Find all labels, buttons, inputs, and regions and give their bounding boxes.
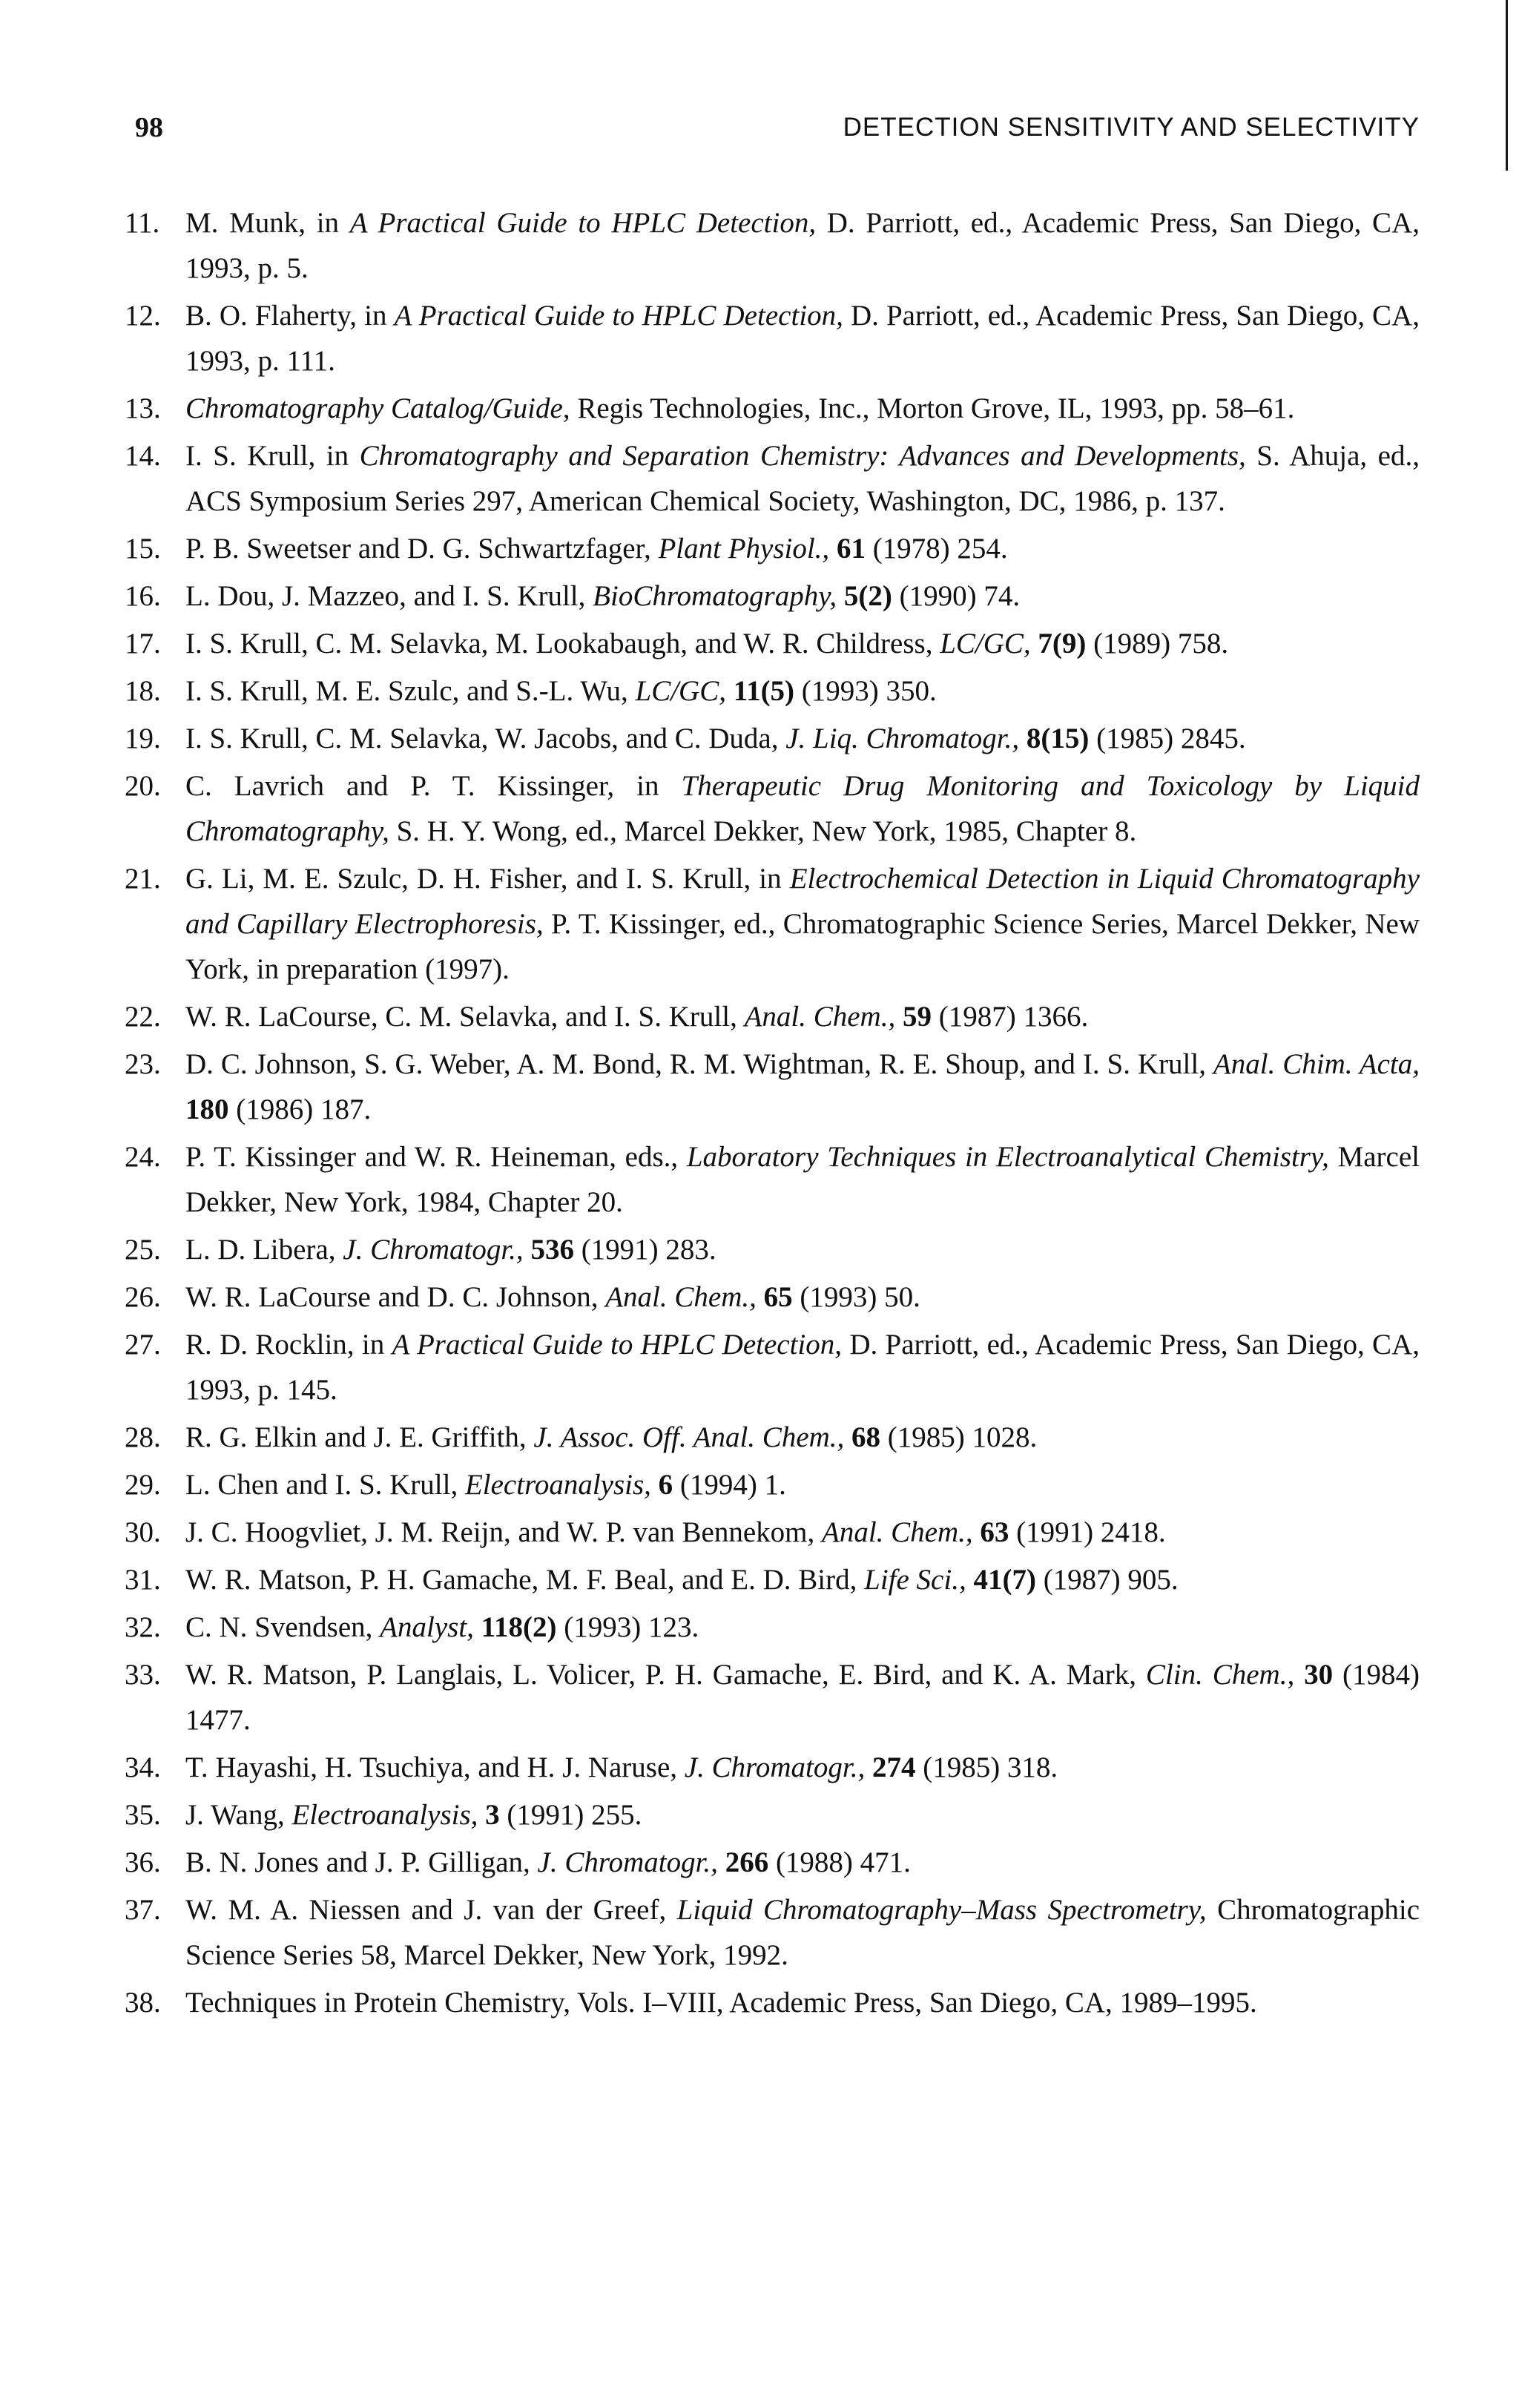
reference-text [185, 668, 1420, 714]
reference-text-run: D. Parriott, ed., Academic Press, San Diego, CA, 1993, p. 5. [185, 207, 1420, 284]
reference-text-run: (1991) 255. [499, 1799, 642, 1831]
reference-text-run: C. Lavrich and P. T. Kissinger, in [185, 770, 682, 802]
reference-number: 35. [125, 1799, 161, 1831]
reference-number: 21. [125, 863, 161, 895]
reference-text-run: P. T. Kissinger, ed., Chromatographic Science Series, Marcel Dekker, New York, in preparation (1997). [185, 908, 1420, 985]
reference-text [185, 856, 1420, 992]
reference-text-run: (1993) 50. [792, 1281, 920, 1313]
reference-title-italic: Anal. Chem., [605, 1281, 757, 1313]
reference-title-italic: A Practical Guide to HPLC Detection, [394, 300, 843, 332]
reference-text [185, 1557, 1420, 1602]
reference-text [185, 716, 1420, 761]
reference-title-italic: Life Sci., [864, 1564, 966, 1596]
reference-text-run: R. G. Elkin and J. E. Griffith, [185, 1421, 534, 1453]
reference-text-run: W. R. Matson, P. H. Gamache, M. F. Beal, and E. D. Bird, [185, 1564, 865, 1596]
reference-text-run [1294, 1659, 1304, 1691]
reference-item [125, 386, 1420, 431]
reference-text-run: L. Chen and I. S. Krull, [185, 1469, 465, 1501]
reference-item [125, 1745, 1420, 1790]
reference-number: 12. [125, 300, 161, 332]
reference-text-run: W. R. LaCourse and D. C. Johnson, [185, 1281, 606, 1313]
reference-text-run [895, 1001, 903, 1033]
running-head: DETECTION SENSITIVITY AND SELECTIVITY [843, 113, 1420, 142]
reference-title-italic: A Practical Guide to HPLC Detection, [349, 207, 817, 239]
reference-text-run: I. S. Krull, C. M. Selavka, M. Lookabaugh, and W. R. Childress, [185, 628, 940, 659]
reference-volume-bold: 41(7) [973, 1564, 1036, 1596]
reference-title-italic: Anal. Chem., [744, 1001, 896, 1033]
reference-number: 28. [125, 1421, 161, 1453]
reference-text-run [966, 1564, 974, 1596]
reference-text [185, 1840, 1420, 1885]
reference-number: 14. [125, 440, 161, 472]
reference-number: 33. [125, 1659, 161, 1691]
reference-volume-bold: 180 [185, 1093, 229, 1125]
reference-text-run [829, 533, 837, 565]
reference-volume-bold: 6 [658, 1469, 673, 1501]
reference-text-run [718, 1846, 725, 1878]
reference-text-run: (1984) 1477. [185, 1659, 1420, 1736]
reference-title-italic: J. Chromatogr., [537, 1846, 718, 1878]
reference-item [125, 1227, 1420, 1272]
reference-number: 19. [125, 723, 161, 754]
reference-item [125, 1887, 1420, 1978]
reference-volume-bold: 5(2) [843, 580, 892, 612]
reference-title-italic: BioChromatography, [593, 580, 837, 612]
reference-text [185, 1652, 1420, 1743]
reference-text-run: (1986) 187. [228, 1093, 372, 1125]
reference-text-run: (1985) 318. [915, 1751, 1058, 1783]
reference-number: 23. [125, 1048, 161, 1080]
reference-item [125, 1605, 1420, 1650]
reference-volume-bold: 30 [1304, 1659, 1334, 1691]
reference-number: 36. [125, 1846, 161, 1878]
reference-number: 16. [125, 580, 161, 612]
reference-text-run: J. C. Hoogvliet, J. M. Reijn, and W. P. van Bennekom, [185, 1516, 822, 1548]
reference-item [125, 1322, 1420, 1412]
reference-number: 38. [125, 1987, 161, 2019]
reference-item [125, 1557, 1420, 1602]
reference-number: 18. [125, 675, 161, 707]
reference-title-italic: Clin. Chem., [1145, 1659, 1295, 1691]
reference-item [125, 526, 1420, 571]
reference-volume-bold: 8(15) [1026, 723, 1090, 754]
reference-volume-bold: 68 [851, 1421, 881, 1453]
reference-text-run [1031, 628, 1038, 659]
reference-text-run: M. Munk, in [185, 207, 350, 239]
reference-text-run [757, 1281, 764, 1313]
reference-title-italic: Electroanalysis, [291, 1799, 478, 1831]
reference-text-run [1019, 723, 1027, 754]
reference-text [185, 1887, 1420, 1978]
reference-volume-bold: 118(2) [481, 1611, 557, 1643]
page-header [135, 105, 1420, 150]
reference-item [125, 716, 1420, 761]
reference-text [185, 621, 1420, 666]
reference-item [125, 763, 1420, 854]
reference-text-run [865, 1751, 872, 1783]
reference-text [185, 1980, 1420, 2025]
reference-number: 30. [125, 1516, 161, 1548]
reference-item [125, 856, 1420, 992]
reference-text-run: T. Hayashi, H. Tsuchiya, and H. J. Naruse, [185, 1751, 685, 1783]
reference-text-run: D. C. Johnson, S. G. Weber, A. M. Bond, R. M. Wightman, R. E. Shoup, and I. S. Krull, [185, 1048, 1213, 1080]
reference-item [125, 1980, 1420, 2025]
reference-number: 25. [125, 1234, 161, 1266]
reference-item [125, 1652, 1420, 1743]
reference-title-italic: J. Chromatogr., [343, 1234, 524, 1266]
reference-number: 31. [125, 1564, 161, 1596]
reference-text [185, 1792, 1420, 1838]
reference-title-italic: Laboratory Techniques in Electroanalytical Chemistry, [686, 1141, 1329, 1173]
reference-volume-bold: 274 [871, 1751, 916, 1783]
reference-item [125, 994, 1420, 1039]
reference-text-run: Chromatographic Science Series 58, Marcel Dekker, New York, 1992. [185, 1894, 1420, 1971]
reference-text-run: (1989) 758. [1086, 628, 1229, 659]
reference-list [125, 200, 1420, 2027]
reference-number: 26. [125, 1281, 161, 1313]
reference-text-run: Regis Technologies, Inc., Morton Grove, IL, 1993, pp. 58–61. [570, 392, 1295, 424]
reference-item [125, 293, 1420, 384]
reference-text-run [478, 1799, 485, 1831]
reference-text-run [973, 1516, 981, 1548]
reference-text-run: Techniques in Protein Chemistry, Vols. I–VIII, Academic Press, San Diego, CA, 1989–1995. [185, 1987, 1257, 2019]
reference-item [125, 1792, 1420, 1838]
reference-volume-bold: 59 [902, 1001, 932, 1033]
reference-title-italic: Chromatography and Separation Chemistry: Advances and Developments, [359, 440, 1246, 472]
reference-title-italic: Plant Physiol., [658, 533, 830, 565]
reference-volume-bold: 7(9) [1038, 628, 1087, 659]
reference-number: 15. [125, 533, 161, 565]
reference-text-run: (1993) 123. [556, 1611, 699, 1643]
reference-text-run [726, 675, 734, 707]
reference-text-run: B. N. Jones and J. P. Gilligan, [185, 1846, 538, 1878]
reference-text-run: G. Li, M. E. Szulc, D. H. Fisher, and I. S. Krull, in [185, 863, 790, 895]
reference-volume-bold: 536 [530, 1234, 574, 1266]
reference-text-run: Marcel Dekker, New York, 1984, Chapter 20. [185, 1141, 1420, 1218]
reference-item [125, 621, 1420, 666]
reference-text [185, 1605, 1420, 1650]
reference-number: 32. [125, 1611, 161, 1643]
reference-text [185, 1322, 1420, 1412]
reference-text [185, 1745, 1420, 1790]
reference-title-italic: Electrochemical Detection in Liquid Chromatography and Capillary Electrophoresis, [185, 863, 1420, 940]
reference-text [185, 200, 1420, 291]
reference-text-run: I. S. Krull, in [185, 440, 360, 472]
reference-volume-bold: 3 [485, 1799, 500, 1831]
reference-text-run: B. O. Flaherty, in [185, 300, 395, 332]
reference-title-italic: Therapeutic Drug Monitoring and Toxicology by Liquid Chromatography, [185, 770, 1420, 847]
reference-item [125, 1134, 1420, 1225]
reference-text-run [837, 580, 844, 612]
reference-text [185, 1510, 1420, 1555]
reference-title-italic: Liquid Chromatography–Mass Spectrometry, [676, 1894, 1207, 1926]
reference-title-italic: Electroanalysis, [464, 1469, 651, 1501]
reference-item [125, 1462, 1420, 1507]
reference-text-run: (1993) 350. [794, 675, 937, 707]
reference-item [125, 1510, 1420, 1555]
reference-number: 34. [125, 1751, 161, 1783]
reference-text-run [474, 1611, 481, 1643]
reference-title-italic: J. Chromatogr., [684, 1751, 866, 1783]
reference-item [125, 200, 1420, 291]
reference-text [185, 293, 1420, 384]
reference-text [185, 526, 1420, 571]
reference-text-run: (1994) 1. [673, 1469, 786, 1501]
reference-text [185, 386, 1420, 431]
reference-title-italic: LC/GC, [635, 675, 726, 707]
reference-text-run: C. N. Svendsen, [185, 1611, 380, 1643]
reference-text-run: W. R. LaCourse, C. M. Selavka, and I. S. Krull, [185, 1001, 745, 1033]
reference-text-run: (1987) 905. [1035, 1564, 1179, 1596]
reference-number: 37. [125, 1894, 161, 1926]
reference-item [125, 668, 1420, 714]
reference-text-run: R. D. Rocklin, in [185, 1329, 392, 1361]
reference-item [125, 1840, 1420, 1885]
reference-text-run: I. S. Krull, M. E. Szulc, and S.-L. Wu, [185, 675, 636, 707]
reference-text-run: L. Dou, J. Mazzeo, and I. S. Krull, [185, 580, 593, 612]
reference-text [185, 1042, 1420, 1132]
reference-text-run: D. Parriott, ed., Academic Press, San Diego, CA, 1993, p. 111. [185, 300, 1420, 377]
reference-number: 20. [125, 770, 161, 802]
reference-item [125, 1274, 1420, 1320]
reference-title-italic: Anal. Chim. Acta, [1213, 1048, 1420, 1080]
reference-title-italic: Chromatography Catalog/Guide, [185, 392, 570, 424]
reference-title-italic: J. Assoc. Off. Anal. Chem., [533, 1421, 845, 1453]
reference-title-italic: J. Liq. Chromatogr., [785, 723, 1020, 754]
reference-text [185, 1462, 1420, 1507]
reference-number: 24. [125, 1141, 161, 1173]
reference-text-run: (1988) 471. [768, 1846, 911, 1878]
reference-text-run: J. Wang, [185, 1799, 292, 1831]
reference-text-run: (1990) 74. [892, 580, 1021, 612]
reference-text-run: S. Ahuja, ed., ACS Symposium Series 297, American Chemical Society, Washington, DC, 1986, p. 137. [185, 440, 1420, 517]
reference-text [185, 1227, 1420, 1272]
reference-volume-bold: 266 [725, 1846, 769, 1878]
reference-item [125, 433, 1420, 524]
reference-text-run: S. H. Y. Wong, ed., Marcel Dekker, New York, 1985, Chapter 8. [389, 815, 1137, 847]
reference-number: 27. [125, 1329, 161, 1361]
reference-item [125, 573, 1420, 619]
reference-text [185, 1415, 1420, 1460]
reference-text-run: P. B. Sweetser and D. G. Schwartzfager, [185, 533, 659, 565]
reference-text-run [524, 1234, 531, 1266]
reference-text-run: W. M. A. Niessen and J. van der Greef, [185, 1894, 677, 1926]
reference-text-run: I. S. Krull, C. M. Selavka, W. Jacobs, and C. Duda, [185, 723, 786, 754]
reference-text-run: P. T. Kissinger and W. R. Heineman, eds., [185, 1141, 687, 1173]
reference-number: 11. [125, 207, 160, 239]
reference-item [125, 1415, 1420, 1460]
reference-text [185, 994, 1420, 1039]
reference-text-run: L. D. Libera, [185, 1234, 343, 1266]
reference-item [125, 1042, 1420, 1132]
reference-text-run: D. Parriott, ed., Academic Press, San Diego, CA, 1993, p. 145. [185, 1329, 1420, 1406]
reference-text-run: (1991) 283. [573, 1234, 716, 1266]
reference-text [185, 1274, 1420, 1320]
reference-number: 29. [125, 1469, 161, 1501]
reference-text [185, 1134, 1420, 1225]
reference-text-run: (1985) 1028. [880, 1421, 1038, 1453]
reference-number: 17. [125, 628, 161, 659]
reference-text [185, 573, 1420, 619]
page-number: 98 [135, 112, 163, 143]
reference-title-italic: Anal. Chem., [822, 1516, 973, 1548]
reference-number: 22. [125, 1001, 161, 1033]
reference-text-run [844, 1421, 851, 1453]
reference-text-run: (1987) 1366. [931, 1001, 1089, 1033]
reference-title-italic: Analyst, [380, 1611, 474, 1643]
page-edge-line [1506, 0, 1508, 171]
reference-number: 13. [125, 392, 161, 424]
reference-volume-bold: 63 [980, 1516, 1009, 1548]
reference-volume-bold: 61 [836, 533, 866, 565]
reference-text-run [651, 1469, 659, 1501]
reference-title-italic: A Practical Guide to HPLC Detection, [392, 1329, 843, 1361]
reference-volume-bold: 11(5) [733, 675, 795, 707]
reference-text [185, 433, 1420, 524]
reference-volume-bold: 65 [763, 1281, 793, 1313]
reference-text-run: (1991) 2418. [1009, 1516, 1166, 1548]
reference-text [185, 763, 1420, 854]
reference-text-run: (1985) 2845. [1089, 723, 1246, 754]
reference-text-run: W. R. Matson, P. Langlais, L. Volicer, P. H. Gamache, E. Bird, and K. A. Mark, [185, 1659, 1146, 1691]
reference-text-run: (1978) 254. [865, 533, 1008, 565]
reference-title-italic: LC/GC, [940, 628, 1031, 659]
